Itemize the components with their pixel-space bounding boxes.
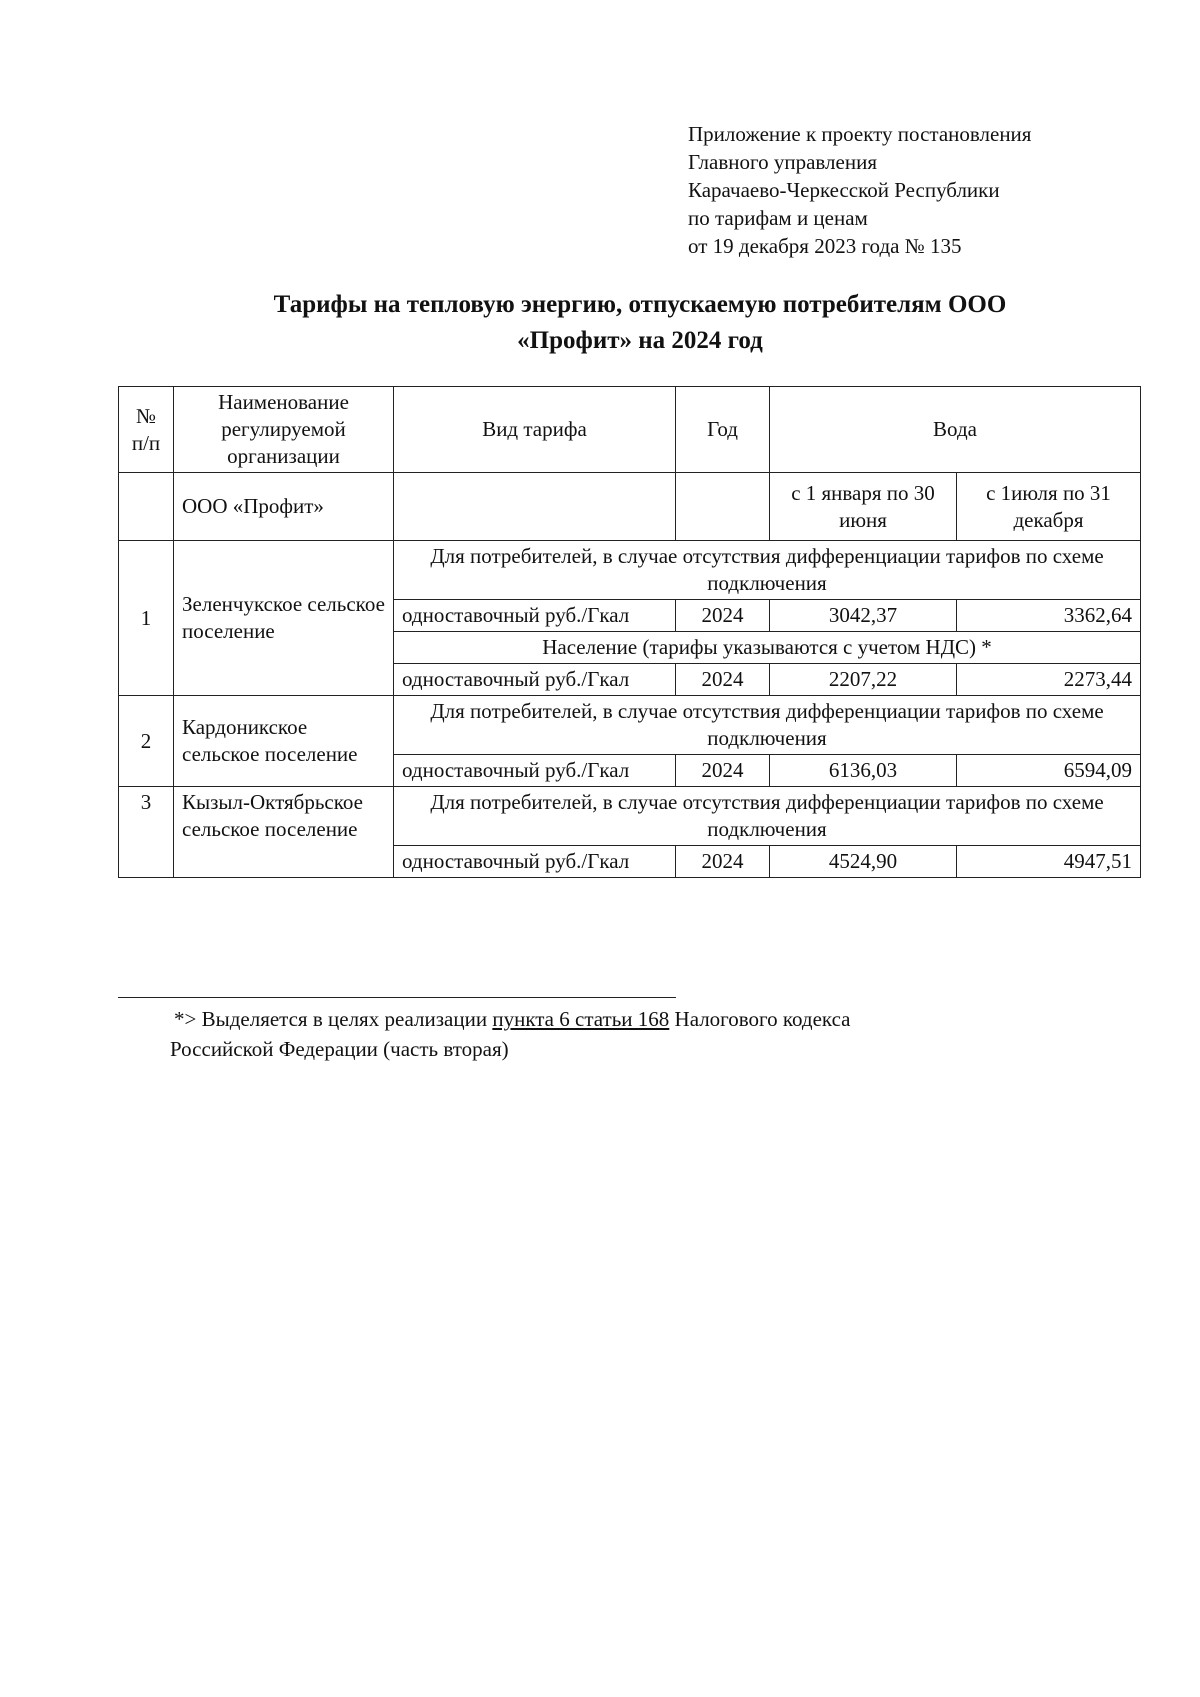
footnote-law-link[interactable]: пункта 6 статьи 168	[492, 1007, 670, 1031]
tariff-year: 2024	[676, 664, 770, 696]
tariff-value-period-1: 2207,22	[770, 664, 957, 696]
tariff-value-period-2: 2273,44	[957, 664, 1141, 696]
row-org-name: Зеленчукское сельское поселение	[174, 541, 394, 696]
table-header-row	[119, 387, 1141, 473]
header-tariff-type: Вид тарифа	[394, 387, 676, 473]
footnote-line-2: Российской Федерации (часть вторая)	[170, 1037, 509, 1061]
table-row	[119, 787, 1141, 846]
row-num: 2	[119, 696, 174, 787]
tariff-year: 2024	[676, 600, 770, 632]
appendix-header	[688, 120, 1031, 260]
subheader-empty	[394, 473, 676, 541]
tariff-type: одноставочный руб./Гкал	[394, 846, 676, 878]
tariff-value-period-2: 3362,64	[957, 600, 1141, 632]
tariff-type: одноставочный руб./Гкал	[394, 664, 676, 696]
header-water: Вода	[770, 387, 1141, 473]
row-num: 3	[119, 787, 174, 878]
row-num: 1	[119, 541, 174, 696]
group-label: Для потребителей, в случае отсутствия дифференциации тарифов по схеме подключения	[394, 787, 1141, 846]
tariff-year: 2024	[676, 755, 770, 787]
tariff-value-period-1: 4524,90	[770, 846, 957, 878]
footnote	[170, 1004, 1074, 1064]
title-line-2: «Профит» на 2024 год	[517, 327, 763, 354]
tariff-year: 2024	[676, 846, 770, 878]
header-num: № п/п	[119, 387, 174, 473]
row-org-name: Кызыл-Октябрьское сельское поселение	[174, 787, 394, 878]
title-line-1: Тарифы на тепловую энергию, отпускаемую потребителям ООО	[273, 291, 1007, 318]
document-title	[120, 287, 1160, 359]
appendix-line: Карачаево-Черкесской Республики	[688, 178, 1000, 202]
tariff-value-period-1: 3042,37	[770, 600, 957, 632]
tariff-table	[118, 386, 1141, 878]
footnote-prefix: *> Выделяется в целях реализации	[174, 1007, 493, 1031]
tariff-value-period-2: 6594,09	[957, 755, 1141, 787]
row-org-name: Кардоникское сельское поселение	[174, 696, 394, 787]
subheader-empty	[119, 473, 174, 541]
header-period-2: с 1июля по 31 декабря	[957, 473, 1141, 541]
table-row	[119, 541, 1141, 600]
appendix-line: Главного управления	[688, 150, 877, 174]
subheader-org-name: ООО «Профит»	[174, 473, 394, 541]
subheader-empty	[676, 473, 770, 541]
header-year: Год	[676, 387, 770, 473]
tariff-type: одноставочный руб./Гкал	[394, 755, 676, 787]
footnote-divider	[118, 997, 676, 998]
header-period-1: с 1 января по 30 июня	[770, 473, 957, 541]
tariff-type: одноставочный руб./Гкал	[394, 600, 676, 632]
group-label: Для потребителей, в случае отсутствия дифференциации тарифов по схеме подключения	[394, 541, 1141, 600]
table-subheader-row	[119, 473, 1141, 541]
appendix-line: по тарифам и ценам	[688, 206, 868, 230]
group-label: Население (тарифы указываются с учетом НДС) *	[394, 632, 1141, 664]
table-row	[119, 696, 1141, 755]
group-label: Для потребителей, в случае отсутствия дифференциации тарифов по схеме подключения	[394, 696, 1141, 755]
appendix-line: Приложение к проекту постановления	[688, 122, 1032, 146]
tariff-value-period-1: 6136,03	[770, 755, 957, 787]
footnote-suffix: Налогового кодекса	[669, 1007, 851, 1031]
appendix-line: от 19 декабря 2023 года № 135	[688, 234, 962, 258]
tariff-value-period-2: 4947,51	[957, 846, 1141, 878]
header-org: Наименование регулируемой организации	[174, 387, 394, 473]
